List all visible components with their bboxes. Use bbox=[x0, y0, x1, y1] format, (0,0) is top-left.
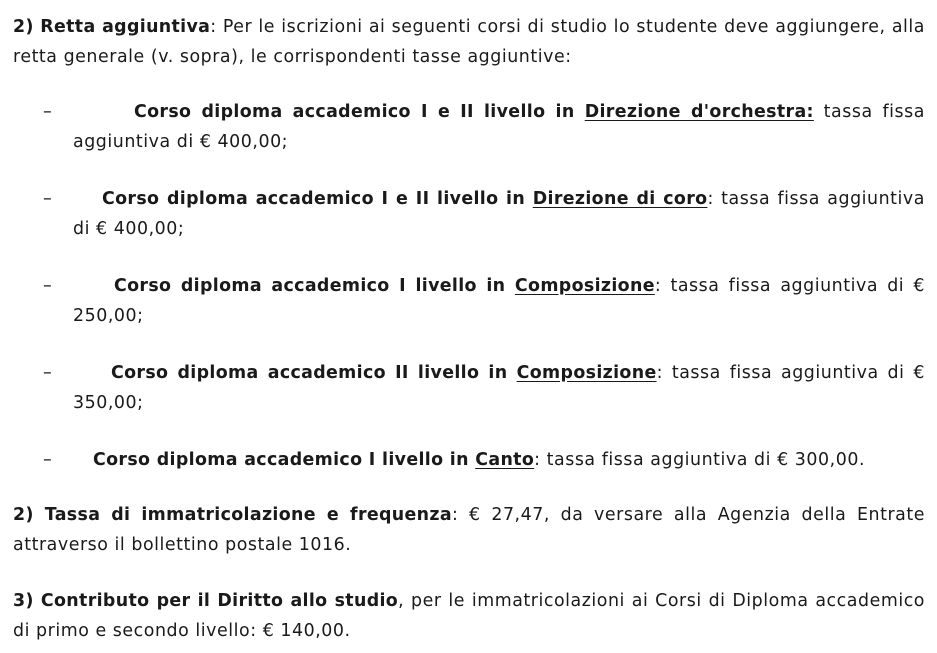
course-fee: tassa fissa aggiuntiva di € 400,00; bbox=[73, 102, 925, 152]
section-text: : Per le iscrizioni ai seguenti corsi di studio lo studente deve aggiungere, alla retta generale (v. sopra), le corrispondenti tasse aggiuntive: bbox=[13, 17, 925, 67]
list-dash: – bbox=[43, 450, 53, 470]
tassa-immatricolazione-paragraph bbox=[13, 500, 925, 560]
list-dash: – bbox=[43, 102, 53, 122]
list-dash: – bbox=[43, 363, 53, 383]
course-lead: Corso diploma accademico I livello in bbox=[93, 450, 476, 470]
course-lead: Corso diploma accademico I e II livello in bbox=[102, 189, 533, 209]
course-fee: : tassa fissa aggiuntiva di € 250,00; bbox=[73, 276, 925, 326]
section-text: , per le immatricolazioni ai Corsi di Diploma accademico di primo e secondo livello: € 140,00. bbox=[13, 591, 926, 641]
list-dash: – bbox=[43, 189, 53, 209]
retta-aggiuntiva-paragraph bbox=[13, 12, 925, 72]
course-lead: Corso diploma accademico II livello in bbox=[111, 363, 517, 383]
course-list-item bbox=[43, 358, 925, 418]
course-list-item bbox=[43, 97, 925, 157]
course-lead: Corso diploma accademico I e II livello in bbox=[134, 102, 585, 122]
course-fee: : tassa fissa aggiuntiva di € 300,00. bbox=[534, 450, 866, 470]
section-heading: 2) Retta aggiuntiva bbox=[13, 17, 211, 37]
section-heading: 2) Tassa di immatricolazione e frequenza bbox=[13, 505, 452, 525]
course-subject: Composizione bbox=[516, 363, 657, 383]
course-list-item bbox=[43, 271, 925, 331]
section-heading: 3) Contributo per il Diritto allo studio bbox=[13, 591, 399, 611]
course-fee: : tassa fissa aggiuntiva di € 400,00; bbox=[73, 189, 925, 239]
course-subject: Composizione bbox=[514, 276, 655, 296]
list-dash: – bbox=[43, 276, 53, 296]
course-subject: Direzione di coro bbox=[532, 189, 708, 209]
course-fee: : tassa fissa aggiuntiva di € 350,00; bbox=[73, 363, 925, 413]
section-text: : € 27,47, da versare alla Agenzia della Entrate attraverso il bollettino postale 1016. bbox=[13, 505, 925, 555]
course-subject: Canto bbox=[475, 450, 535, 470]
diritto-studio-paragraph bbox=[13, 586, 925, 646]
course-list-item bbox=[43, 445, 925, 475]
course-subject: Direzione d'orchestra: bbox=[584, 102, 814, 122]
course-lead: Corso diploma accademico I livello in bbox=[114, 276, 515, 296]
course-list-item bbox=[43, 184, 925, 244]
